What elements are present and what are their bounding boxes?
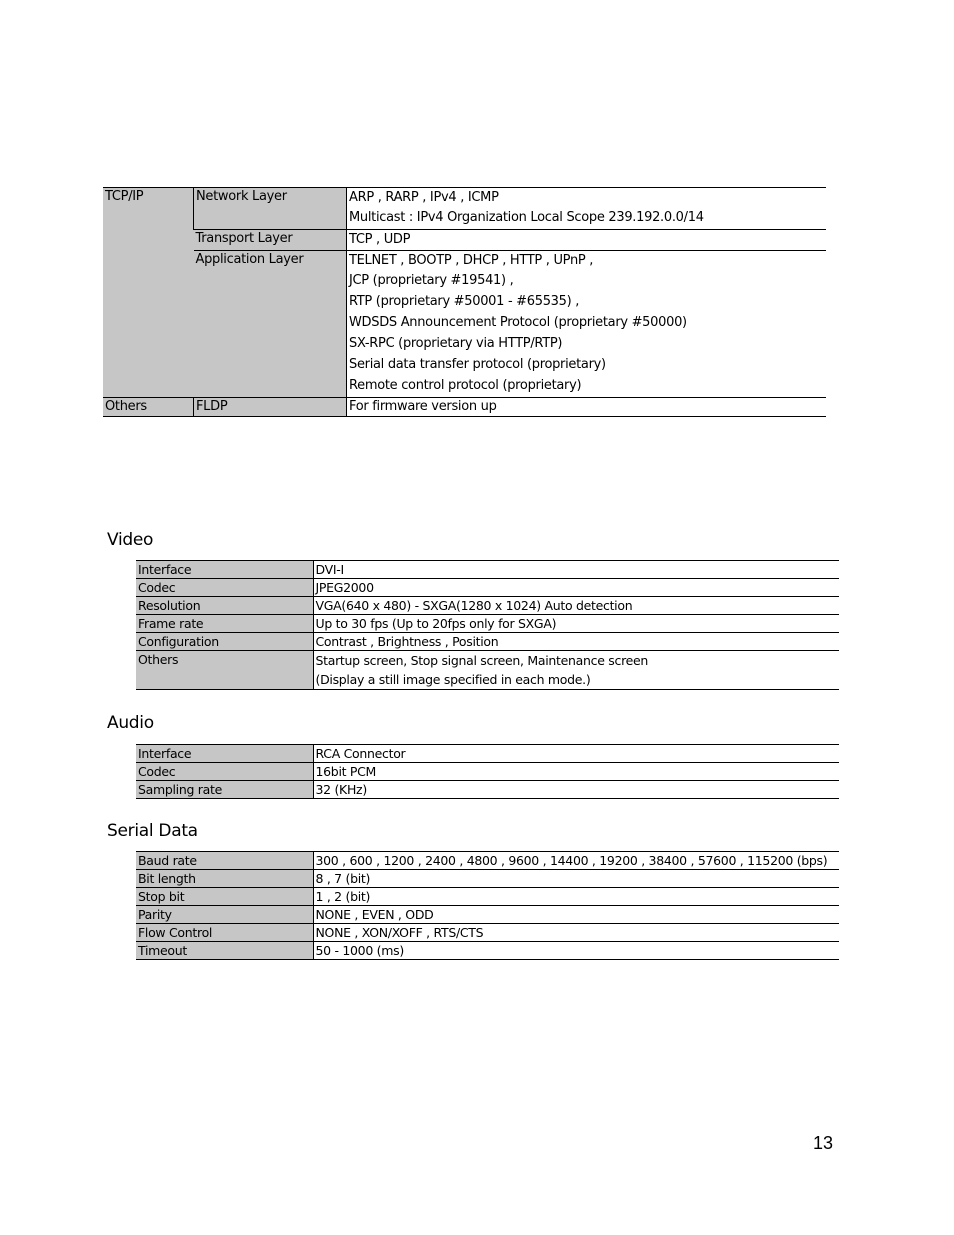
protocol-line: RTP (proprietary #50001 - #65535) , — [349, 294, 580, 309]
table-row — [136, 561, 839, 579]
spec-label: Stop bit — [136, 888, 313, 906]
spec-value: RCA Connector — [313, 745, 839, 763]
protocol-line: Serial data transfer protocol (proprietary) — [349, 357, 606, 372]
spec-label: Configuration — [136, 633, 313, 651]
spec-label: Sampling rate — [136, 781, 313, 799]
table-row — [136, 906, 839, 924]
spec-label: Interface — [136, 745, 313, 763]
spec-value-line: Startup screen, Stop signal screen, Maintenance screen — [315, 653, 649, 668]
protocol-line: Remote control protocol (proprietary) — [349, 378, 582, 393]
table-row — [103, 398, 826, 417]
protocol-line: ARP , RARP , IPv4 , ICMP — [349, 190, 499, 205]
spec-value: DVI-I — [313, 561, 839, 579]
spec-label: Codec — [136, 763, 313, 781]
spec-value: 50 - 1000 (ms) — [313, 942, 839, 960]
spec-label: Resolution — [136, 597, 313, 615]
protocol-line: For firmware version up — [349, 399, 497, 414]
spec-label: Timeout — [136, 942, 313, 960]
table-row — [136, 615, 839, 633]
table-row — [136, 579, 839, 597]
table-row — [103, 230, 826, 251]
table-row — [136, 597, 839, 615]
spec-value-line: (Display a still image specified in each mode.) — [315, 672, 591, 687]
spec-label: Interface — [136, 561, 313, 579]
audio-spec-table — [136, 744, 839, 799]
spec-value: 32 (KHz) — [313, 781, 839, 799]
protocol-cell — [347, 398, 827, 417]
protocol-line: Multicast : IPv4 Organization Local Scope 239.192.0.0/14 — [349, 210, 704, 225]
audio-heading: Audio — [107, 713, 154, 733]
protocol-table — [103, 187, 826, 417]
spec-label: Codec — [136, 579, 313, 597]
layer-cell: FLDP — [194, 398, 347, 417]
layer-cell: Application Layer — [194, 251, 347, 398]
protocol-cell — [347, 230, 827, 251]
layer-cell: Transport Layer — [194, 230, 347, 251]
spec-value: NONE , EVEN , ODD — [313, 906, 839, 924]
spec-label: Parity — [136, 906, 313, 924]
protocol-line: WDSDS Announcement Protocol (proprietary #50000) — [349, 315, 687, 330]
table-row — [136, 781, 839, 799]
spec-value: Contrast , Brightness , Position — [313, 633, 839, 651]
video-spec-table — [136, 560, 839, 690]
spec-value: 16bit PCM — [313, 763, 839, 781]
table-row — [136, 852, 839, 870]
video-heading: Video — [107, 530, 154, 550]
table-row — [136, 942, 839, 960]
serial-data-heading: Serial Data — [107, 821, 198, 841]
spec-value — [313, 651, 839, 690]
spec-value: NONE , XON/XOFF , RTS/CTS — [313, 924, 839, 942]
spec-value: 8 , 7 (bit) — [313, 870, 839, 888]
table-row — [136, 888, 839, 906]
table-row — [136, 651, 839, 690]
table-row — [136, 870, 839, 888]
table-row — [136, 745, 839, 763]
table-row — [136, 633, 839, 651]
spec-label: Others — [136, 651, 313, 690]
protocol-line: SX-RPC (proprietary via HTTP/RTP) — [349, 336, 563, 351]
spec-label: Flow Control — [136, 924, 313, 942]
spec-label: Bit length — [136, 870, 313, 888]
spec-value: 1 , 2 (bit) — [313, 888, 839, 906]
group-cell: TCP/IP — [103, 188, 194, 398]
group-cell: Others — [103, 398, 194, 417]
protocol-line: JCP (proprietary #19541) , — [349, 273, 514, 288]
page-number: 13 — [813, 1133, 834, 1153]
protocol-line: TCP , UDP — [349, 232, 411, 247]
spec-label: Frame rate — [136, 615, 313, 633]
serial-spec-table — [136, 851, 839, 960]
spec-value: VGA(640 x 480) - SXGA(1280 x 1024) Auto detection — [313, 597, 839, 615]
spec-value: JPEG2000 — [313, 579, 839, 597]
layer-cell: Network Layer — [194, 188, 347, 230]
table-row — [136, 763, 839, 781]
spec-value: 300 , 600 , 1200 , 2400 , 4800 , 9600 , 14400 , 19200 , 38400 , 57600 , 115200 (bps) — [313, 852, 839, 870]
spec-label: Baud rate — [136, 852, 313, 870]
table-row — [103, 188, 826, 230]
protocol-cell — [347, 188, 827, 230]
table-row — [136, 924, 839, 942]
spec-value: Up to 30 fps (Up to 20fps only for SXGA) — [313, 615, 839, 633]
protocol-cell — [347, 251, 827, 398]
table-row — [103, 251, 826, 398]
protocol-line: TELNET , BOOTP , DHCP , HTTP , UPnP , — [349, 253, 594, 268]
